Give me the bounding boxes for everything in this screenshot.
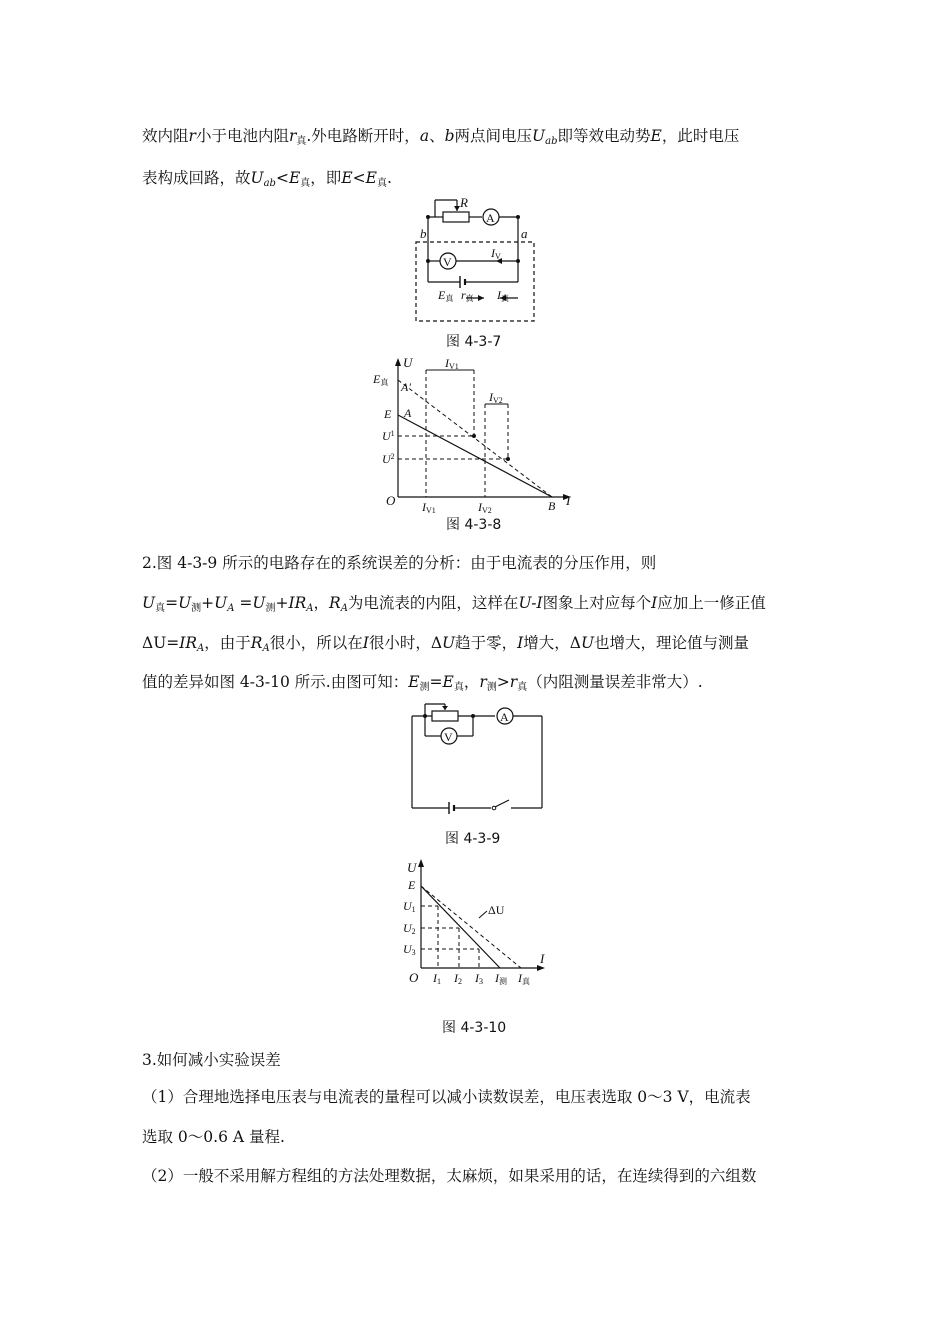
current-iv-label: IV [491, 246, 501, 261]
node-b-label: b [420, 226, 427, 241]
paragraph-2-line-1: 2.图 4-3-9 所示的电路存在的系统误差的分析：由于电流表的分压作用，则 [142, 554, 657, 572]
ammeter-label: A [500, 710, 509, 724]
top-iv1-label: IV1 [445, 356, 459, 371]
point-a-prime-label: A′ [401, 380, 411, 394]
iv1-label: IV1 [422, 500, 436, 515]
e-label: E [408, 878, 416, 892]
i-measured-label: I测 [495, 971, 507, 986]
section-3-line-3: （2）一般不采用解方程组的方法处理数据，太麻烦，如果采用的话，在连续得到的六组数 [142, 1167, 757, 1185]
current-label: I真 [497, 288, 509, 303]
figure-4-3-9-circuit [405, 700, 550, 815]
u2-label: U2 [403, 921, 416, 936]
iv2-label: IV2 [478, 500, 492, 515]
i-true-label: I真 [518, 971, 530, 986]
ammeter-label: A [486, 211, 495, 225]
paragraph-2-line-3: ΔU=IRA，由于RA很小，所以在I很小时，ΔU趋于零，I增大，ΔU也增大，理论值与测量 [142, 634, 750, 654]
axis-u-label: U [407, 860, 417, 875]
e-true-label: E真 [373, 372, 389, 387]
figure-4-3-8-caption: 图 4-3-8 [446, 517, 502, 533]
figure-4-3-8-graph [370, 355, 580, 515]
figure-4-3-10-caption: 图 4-3-10 [442, 1020, 507, 1036]
section-3-line-2: 选取 0～0.6 A 量程. [142, 1128, 285, 1146]
paragraph-1-line-1: 效内阻r小于电池内阻$r_真$.外电路断开时，a、b两点间电压Uab即等效电动势E，此时电压 [142, 127, 740, 147]
u2-label: $U^2$ [382, 452, 395, 466]
point-a-label: A [404, 406, 412, 420]
top-iv2-label: IV2 [489, 390, 503, 405]
figure-4-3-7-caption: 图 4-3-7 [446, 334, 502, 350]
i3-label: I3 [475, 971, 483, 986]
figure-4-3-10-graph [395, 856, 560, 996]
paragraph-2-line-4: 值的差异如图 4-3-10 所示.由图可知：$E_测=E_真$，$r_测>r_真$（内阻测量误差非常大）. [142, 673, 703, 693]
i2-label: I2 [454, 971, 462, 986]
e-label: E [384, 407, 392, 421]
u1-label: U1 [403, 899, 416, 914]
origin-label: O [409, 970, 419, 985]
u1-label: $U^1$ [382, 429, 395, 443]
section-3-line-1: （1）合理地选择电压表与电流表的量程可以减小读数误差，电压表选取 0～3 V，电流表 [142, 1088, 751, 1106]
origin-label: O [386, 493, 396, 508]
axis-i-label: I [566, 493, 571, 508]
label-R: R [460, 195, 468, 210]
section-3-heading: 3.如何减小实验误差 [142, 1051, 281, 1069]
i1-label: I1 [433, 971, 441, 986]
paragraph-1-line-2: 表构成回路，故$Uab<E_真$，即$E<E_真$. [142, 169, 392, 189]
emf-label: E真 [438, 288, 454, 303]
axis-u-label: U [403, 355, 413, 370]
resistance-r-label: r真 [461, 288, 474, 303]
node-a-label: a [521, 226, 528, 241]
figure-4-3-7-circuit [400, 195, 550, 325]
figure-4-3-9-caption: 图 4-3-9 [445, 831, 501, 847]
voltmeter-label: V [444, 730, 453, 744]
delta-u-label: ΔU [488, 903, 505, 917]
voltmeter-label: V [443, 255, 452, 269]
u3-label: U3 [403, 942, 416, 957]
axis-i-label: I [540, 951, 545, 966]
paragraph-2-line-2: $U_真=U_测+UA =U_测+IRA$，RA为电流表的内阻，这样在U-I图象上对应每个I应加上一修正值 [142, 594, 766, 614]
point-b-label: B [548, 499, 556, 513]
